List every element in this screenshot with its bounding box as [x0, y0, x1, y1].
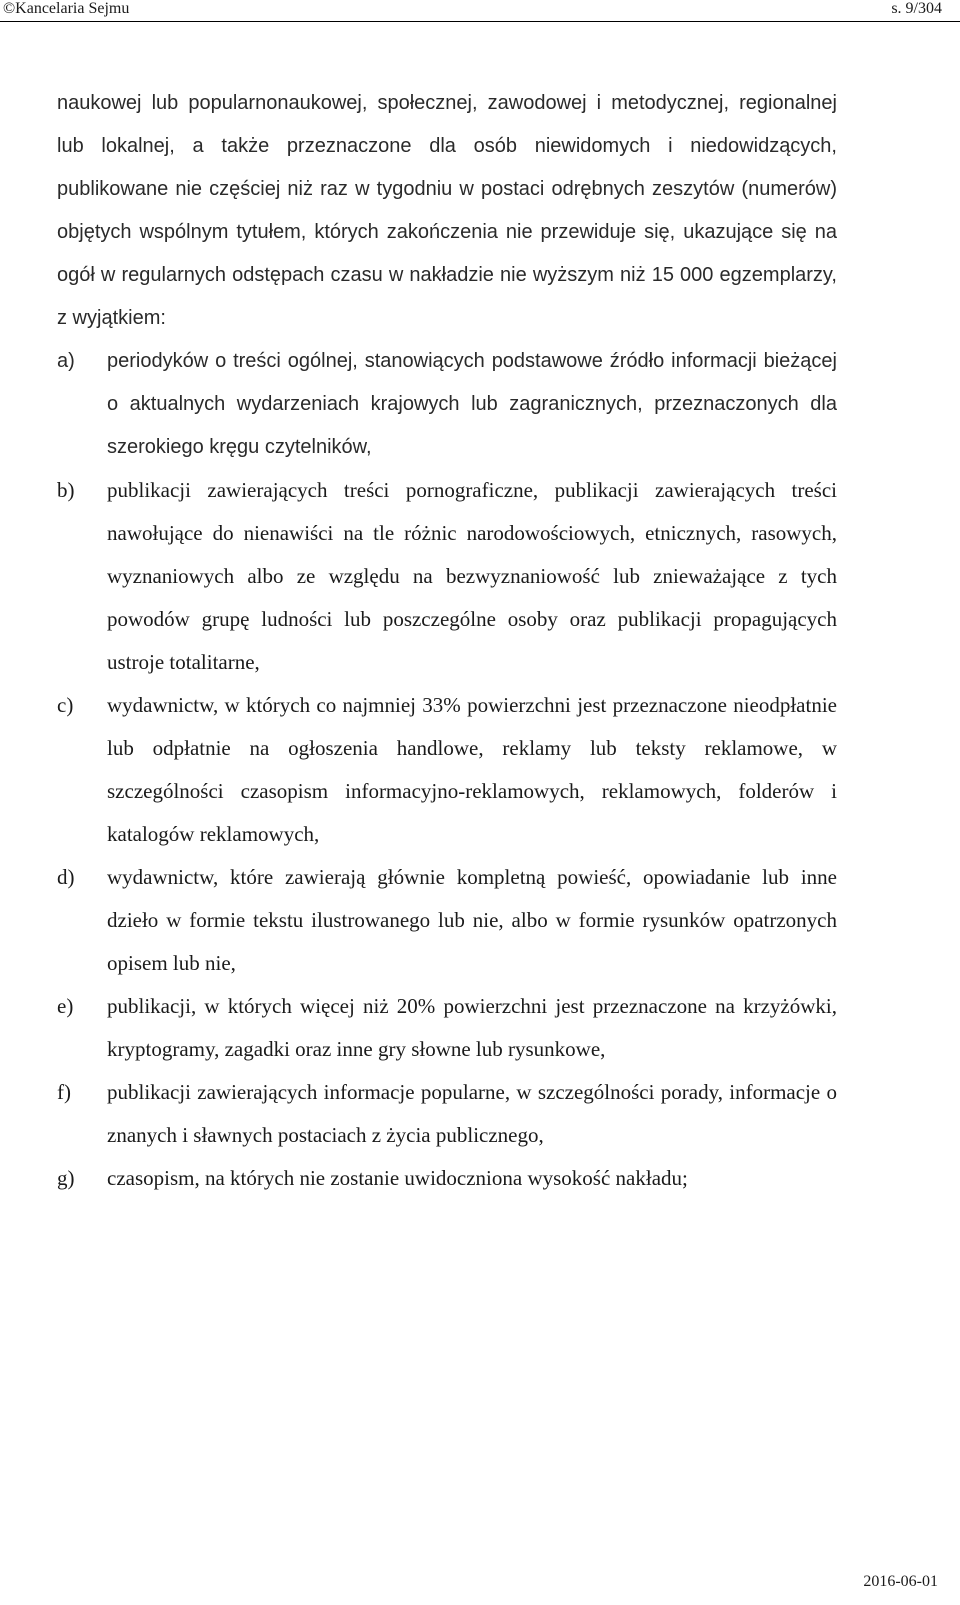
list-marker: g): [57, 1166, 75, 1190]
list-marker: a): [57, 350, 75, 372]
copyright-label: ©Kancelaria Sejmu: [3, 0, 130, 17]
list-item-a: [57, 340, 837, 469]
list-item-f: [57, 1071, 837, 1157]
list-item-text: wydawnictw, w których co najmniej 33% powierzchni jest przeznaczone nieodpłatnie lub odpłatnie na ogłoszenia handlowe, reklamy lub teksty reklamowe, w szczególności czasopism informacyjno-reklamowych, reklamowych, folderów i katalogów reklamowych,: [107, 693, 837, 846]
exceptions-list: [57, 340, 837, 1200]
page-number: s. 9/304: [891, 0, 942, 17]
list-marker: f): [57, 1080, 71, 1104]
list-marker: b): [57, 478, 75, 502]
list-item-e: [57, 985, 837, 1071]
list-item-g: [57, 1157, 837, 1200]
intro-paragraph: naukowej lub popularnonaukowej, społecznej, zawodowej i metodycznej, regionalnej lub lokalnej, a także przeznaczone dla osób niewidomych i niedowidzących, publikowane nie częściej niż raz w tygodniu w postaci odrębnych zeszytów (numerów) objętych wspólnym tytułem, których zakończenia nie przewiduje się, ukazujące się na ogół w regularnych odstępach czasu w nakładzie nie wyższym niż 15 000 egzemplarzy, z wyjątkiem:: [57, 92, 837, 329]
list-marker: d): [57, 865, 75, 889]
header-divider: [0, 21, 960, 22]
list-marker: e): [57, 994, 74, 1018]
page-footer-date: 2016-06-01: [863, 1573, 938, 1590]
list-item-text: wydawnictw, które zawierają głównie kompletną powieść, opowiadanie lub inne dzieło w formie tekstu ilustrowanego lub nie, albo w formie rysunków opatrzonych opisem lub nie,: [107, 865, 837, 975]
list-item-d: [57, 856, 837, 985]
document-body: [57, 82, 837, 1200]
list-item-text: czasopism, na których nie zostanie uwidoczniona wysokość nakładu;: [107, 1166, 688, 1190]
list-item-text: publikacji zawierających informacje popularne, w szczególności porady, informacje o znanych i sławnych postaciach z życia publicznego,: [107, 1080, 837, 1147]
list-marker: c): [57, 693, 74, 717]
list-item-c: [57, 684, 837, 856]
page-header: [0, 0, 960, 22]
list-item-text: publikacji zawierających treści pornograficzne, publikacji zawierających treści nawołujące do nienawiści na tle różnic narodowościowych, etnicznych, rasowych, wyznaniowych albo ze względu na bezwyznaniowość lub znieważające z tych powodów grupę ludności lub poszczególne osoby oraz publikacji propagujących ustroje totalitarne,: [107, 478, 837, 674]
list-item-text: periodyków o treści ogólnej, stanowiących podstawowe źródło informacji bieżącej o aktualnych wydarzeniach krajowych lub zagranicznych, przeznaczonych dla szerokiego kręgu czytelników,: [107, 350, 837, 458]
list-item-text: publikacji, w których więcej niż 20% powierzchni jest przeznaczone na krzyżówki, kryptogramy, zagadki oraz inne gry słowne lub rysunkowe,: [107, 994, 837, 1061]
list-item-b: [57, 469, 837, 684]
